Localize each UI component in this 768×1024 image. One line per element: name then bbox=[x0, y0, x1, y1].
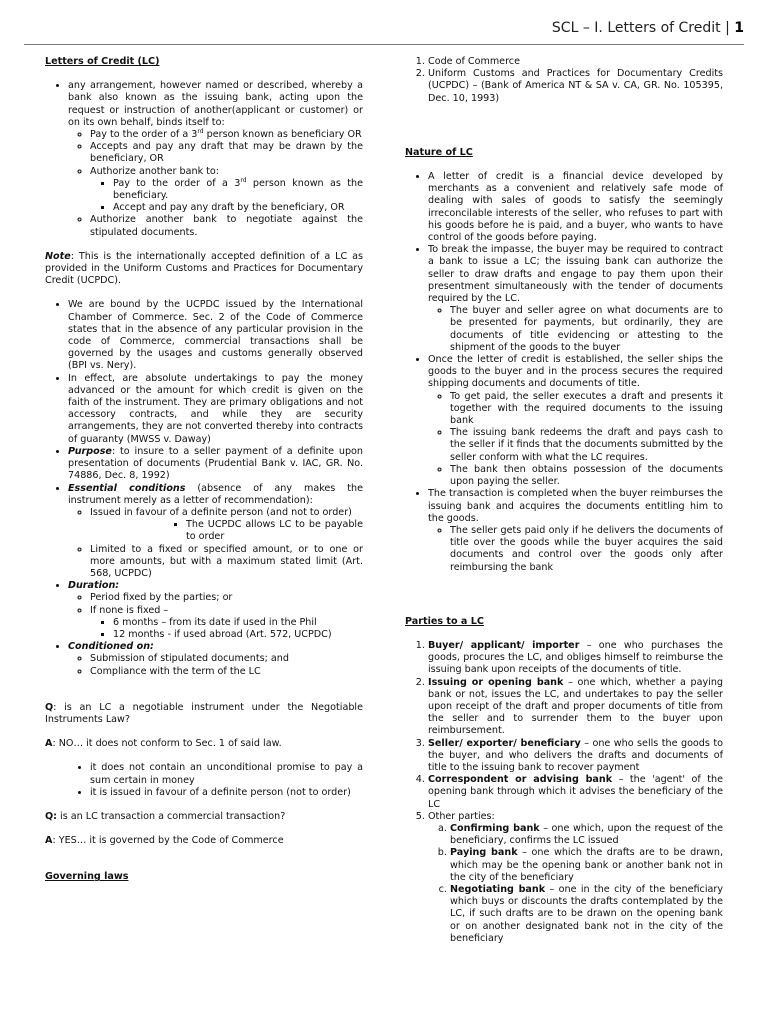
nature-list bbox=[405, 171, 723, 574]
list-item bbox=[90, 166, 363, 215]
list-item bbox=[90, 507, 363, 544]
header-title: SCL – I. Letters of Credit | bbox=[551, 20, 730, 36]
question-2 bbox=[45, 811, 363, 823]
a-text: : YES… it is governed by the Code of Commerce bbox=[52, 835, 284, 847]
right-column bbox=[405, 56, 723, 945]
list-item bbox=[428, 677, 723, 738]
sub-list bbox=[428, 525, 723, 574]
list-item: ▪ The UCPDC allows LC to be payable to order bbox=[186, 519, 363, 543]
list-item bbox=[428, 244, 723, 354]
list-item bbox=[428, 738, 723, 775]
page-header bbox=[552, 20, 744, 36]
list-item bbox=[90, 129, 363, 141]
list-item bbox=[68, 580, 363, 641]
party-label: Confirming bank bbox=[450, 822, 540, 834]
party-label: Correspondent or advising bank bbox=[428, 774, 613, 786]
note-text: : This is the internationally accepted definition of a LC as provided in the Uniform Customs and Practices for Documentary Credit (UCPDC). bbox=[45, 250, 363, 287]
essential-label: Essential conditions bbox=[68, 482, 186, 494]
conditioned-label: Conditioned on: bbox=[68, 641, 154, 653]
sub-list bbox=[428, 305, 723, 354]
list-text: Issued in favour of a definite person (and not to order) bbox=[90, 506, 352, 518]
list-item bbox=[68, 483, 363, 581]
list-item: ◦ The buyer and seller agree on what documents are to be presented for payments, but ordinarily, they are documents of title evidencing or attesting to the shipment of the goods to the buyer bbox=[450, 305, 723, 354]
list-text: person known as the beneficiary. bbox=[113, 177, 363, 202]
q-text: : is an LC a negotiable instrument under the Negotiable Instruments Law? bbox=[45, 701, 363, 725]
q-label: Q bbox=[45, 701, 54, 713]
list-text: Once the letter of credit is established, the seller ships the goods to the buyer and in the process secures the required shipping documents and documents of title. bbox=[428, 354, 723, 390]
definition-text: any arrangement, however named or described, whereby a bank also known as the issuing bank, acting upon the request or instruction of another(applicant or customer) or on its own behalf, binds itself to: bbox=[68, 80, 363, 128]
list-item bbox=[428, 811, 723, 945]
sub-list bbox=[428, 391, 723, 489]
list-text: Authorize another bank to: bbox=[90, 165, 220, 177]
list-item bbox=[450, 823, 723, 847]
answer-bullets bbox=[45, 762, 363, 799]
party-label: Seller/ exporter/ beneficiary bbox=[428, 737, 581, 749]
party-text: – the 'agent' of the opening bank through which it advises the beneficiary of the LC bbox=[428, 774, 723, 810]
party-text: – one which, upon the request of the beneficiary, confirms the LC issued bbox=[450, 822, 723, 847]
sub-list bbox=[68, 653, 363, 677]
list-item: ▪ Accept and pay any draft by the beneficiary, OR bbox=[113, 202, 363, 214]
party-text: – one which the drafts are to be drawn, which may be the opening bank or another bank not in the city of the beneficiary bbox=[450, 847, 723, 883]
list-text: person known as beneficiary OR bbox=[203, 129, 362, 141]
note-paragraph bbox=[45, 251, 363, 288]
party-label: Paying bank bbox=[450, 847, 518, 859]
list-text: To break the impasse, the buyer may be required to contract a bank to issue a LC; the issuing bank can authorize the seller to draw drafts and engage to pay them upon their presentment simultaneously with the tender of documents required by the LC. bbox=[428, 244, 723, 305]
list-text: Pay to the order of a 3 bbox=[90, 129, 198, 141]
list-item: ◦ Authorize another bank to negotiate against the stipulated documents. bbox=[90, 214, 363, 238]
list-item: ▪ 12 months - if used abroad (Art. 572, UCPDC) bbox=[113, 629, 363, 641]
party-text: – one which, whether a paying bank or not, issues the LC, and undertakes to pay the seller upon receipt of the draft and proper documents of title from the seller and to surrender them to the buyer upon reimbursement. bbox=[428, 676, 724, 737]
party-text: – one who purchases the goods, procures the LC, and obliges himself to reimburse the issuing bank upon receipts of the documents of title. bbox=[428, 639, 723, 676]
governing-list bbox=[405, 56, 723, 105]
list-item: ◦ Submission of stipulated documents; and bbox=[90, 653, 363, 665]
list-item: • We are bound by the UCPDC issued by the International Chamber of Commerce. Sec. 2 of the Code of Commerce states that in the absence of any particular provision in the code of Commerce, commercial transactions shall be governed by the usages and customs generally observed (BPI vs. Nery). bbox=[68, 299, 363, 372]
sub-sub-list bbox=[90, 178, 363, 215]
main-bullets bbox=[45, 299, 363, 677]
list-item bbox=[68, 641, 363, 678]
list-item bbox=[428, 354, 723, 488]
list-item: ◦ Limited to a fixed or specified amount, or to one or more amounts, but with a maximum stated limit (Art. 568, UCPDC) bbox=[90, 544, 363, 581]
list-item: ◦ The bank then obtains possession of the documents upon paying the seller. bbox=[450, 464, 723, 488]
party-label: Negotiating bank bbox=[450, 883, 546, 895]
list-item: ◦ The seller gets paid only if he delivers the documents of title over the goods while the buyer acquires the said documents and control over the goods only after reimbursing the bank bbox=[450, 525, 723, 574]
list-item bbox=[450, 884, 723, 945]
q-label: Q: bbox=[45, 810, 57, 822]
answer-1 bbox=[45, 738, 363, 750]
list-item: ◦ The issuing bank redeems the draft and pays cash to the seller if it finds that the documents submitted by the seller conform with what the LC requires. bbox=[450, 427, 723, 464]
superscript: rd bbox=[240, 176, 247, 184]
answer-2 bbox=[45, 835, 363, 847]
list-text: Other parties: bbox=[428, 810, 495, 822]
list-text: The transaction is completed when the buyer reimburses the issuing bank and acquires the documents entitling him to the goods. bbox=[428, 488, 723, 524]
q-text: is an LC transaction a commercial transaction? bbox=[57, 810, 286, 822]
section-heading-parties: Parties to a LC bbox=[405, 615, 484, 627]
list-item: • A letter of credit is a financial device developed by merchants as a convenient and relatively safe mode of dealing with sales of goods to satisfy the seemingly irreconcilable interests of the seller, who refuses to part with his goods before he is paid, and a buyer, who wants to have control of the goods before paying. bbox=[428, 171, 723, 244]
list-item: ▪ 6 months – from its date if used in the Phil bbox=[113, 617, 363, 629]
purpose-label: Purpose bbox=[68, 445, 112, 457]
section-heading-governing: Governing laws bbox=[45, 871, 129, 883]
list-item: ◦ Accepts and pay any draft that may be drawn by the beneficiary, OR bbox=[90, 141, 363, 165]
list-item: • it does not contain an unconditional promise to pay a sum certain in money bbox=[90, 762, 363, 786]
list-item: ◦ To get paid, the seller executes a draft and presents it together with the required documents to the issuing bank bbox=[450, 391, 723, 428]
section-heading-lc: Letters of Credit (LC) bbox=[45, 56, 160, 67]
list-item: • In effect, are absolute undertakings to pay the money advanced or the amount for which credit is given on the faith of the instrument. They are primary obligations and not accessory contracts, and while they are security arrangements, they are not converted thereby into contracts of guaranty (MWSS v. Daway) bbox=[68, 373, 363, 446]
list-item bbox=[428, 640, 723, 677]
sub-list bbox=[68, 592, 363, 641]
party-text: – one who sells the goods to the buyer, and who delivers the drafts and documents of title to the issuing bank to recover payment bbox=[428, 737, 723, 773]
party-label: Issuing or opening bank bbox=[428, 676, 564, 688]
note-label: Note bbox=[45, 250, 71, 262]
party-label: Buyer/ applicant/ importer bbox=[428, 639, 580, 651]
sub-sub-list bbox=[90, 519, 363, 543]
list-item bbox=[90, 605, 363, 642]
sub-list bbox=[68, 129, 363, 239]
sub-list bbox=[68, 507, 363, 580]
duration-label: Duration: bbox=[68, 580, 120, 592]
list-item bbox=[68, 80, 363, 239]
list-item: 1. Code of Commerce bbox=[428, 56, 723, 68]
list-item: 2. Uniform Customs and Practices for Documentary Credits (UCPDC) – (Bank of America NT & SA v. CA, GR. No. 105395, Dec. 10, 1993) bbox=[428, 68, 723, 105]
list-item: • it is issued in favour of a definite person (not to order) bbox=[90, 787, 363, 799]
list-item bbox=[68, 446, 363, 483]
list-item: ◦ Period fixed by the parties; or bbox=[90, 592, 363, 604]
list-text: If none is fixed – bbox=[90, 604, 169, 616]
sub-sub-list bbox=[90, 617, 363, 641]
a-text: : NO… it does not conform to Sec. 1 of said law. bbox=[52, 738, 282, 750]
definition-list bbox=[45, 80, 363, 239]
a-label: A bbox=[45, 835, 53, 847]
superscript: rd bbox=[197, 127, 204, 135]
parties-list bbox=[405, 640, 723, 945]
left-column bbox=[45, 56, 363, 884]
list-item: ◦ Compliance with the term of the LC bbox=[90, 666, 363, 678]
section-heading-nature: Nature of LC bbox=[405, 146, 473, 158]
essential-text: (absence of any makes the instrument merely as a letter of recommendation): bbox=[68, 482, 363, 506]
other-parties-list bbox=[428, 823, 723, 945]
a-label: A bbox=[45, 738, 53, 750]
purpose-text: : to insure to a seller payment of a definite upon presentation of documents (Prudential Bank v. IAC, GR. No. 74886, Dec. 8, 1992) bbox=[68, 445, 363, 482]
list-item bbox=[428, 774, 723, 811]
list-item bbox=[428, 488, 723, 573]
party-text: – one in the city of the beneficiary which buys or discounts the drafts contemplated by the LC, if such drafts are to be drawn on the opening bank or on another designated bank not in the city of the beneficiary bbox=[450, 883, 723, 944]
list-item bbox=[113, 178, 363, 202]
question-1 bbox=[45, 702, 363, 726]
list-item bbox=[450, 847, 723, 884]
header-rule bbox=[24, 44, 744, 45]
page-number: 1 bbox=[734, 20, 744, 36]
list-text: Pay to the order of a 3 bbox=[113, 177, 241, 189]
